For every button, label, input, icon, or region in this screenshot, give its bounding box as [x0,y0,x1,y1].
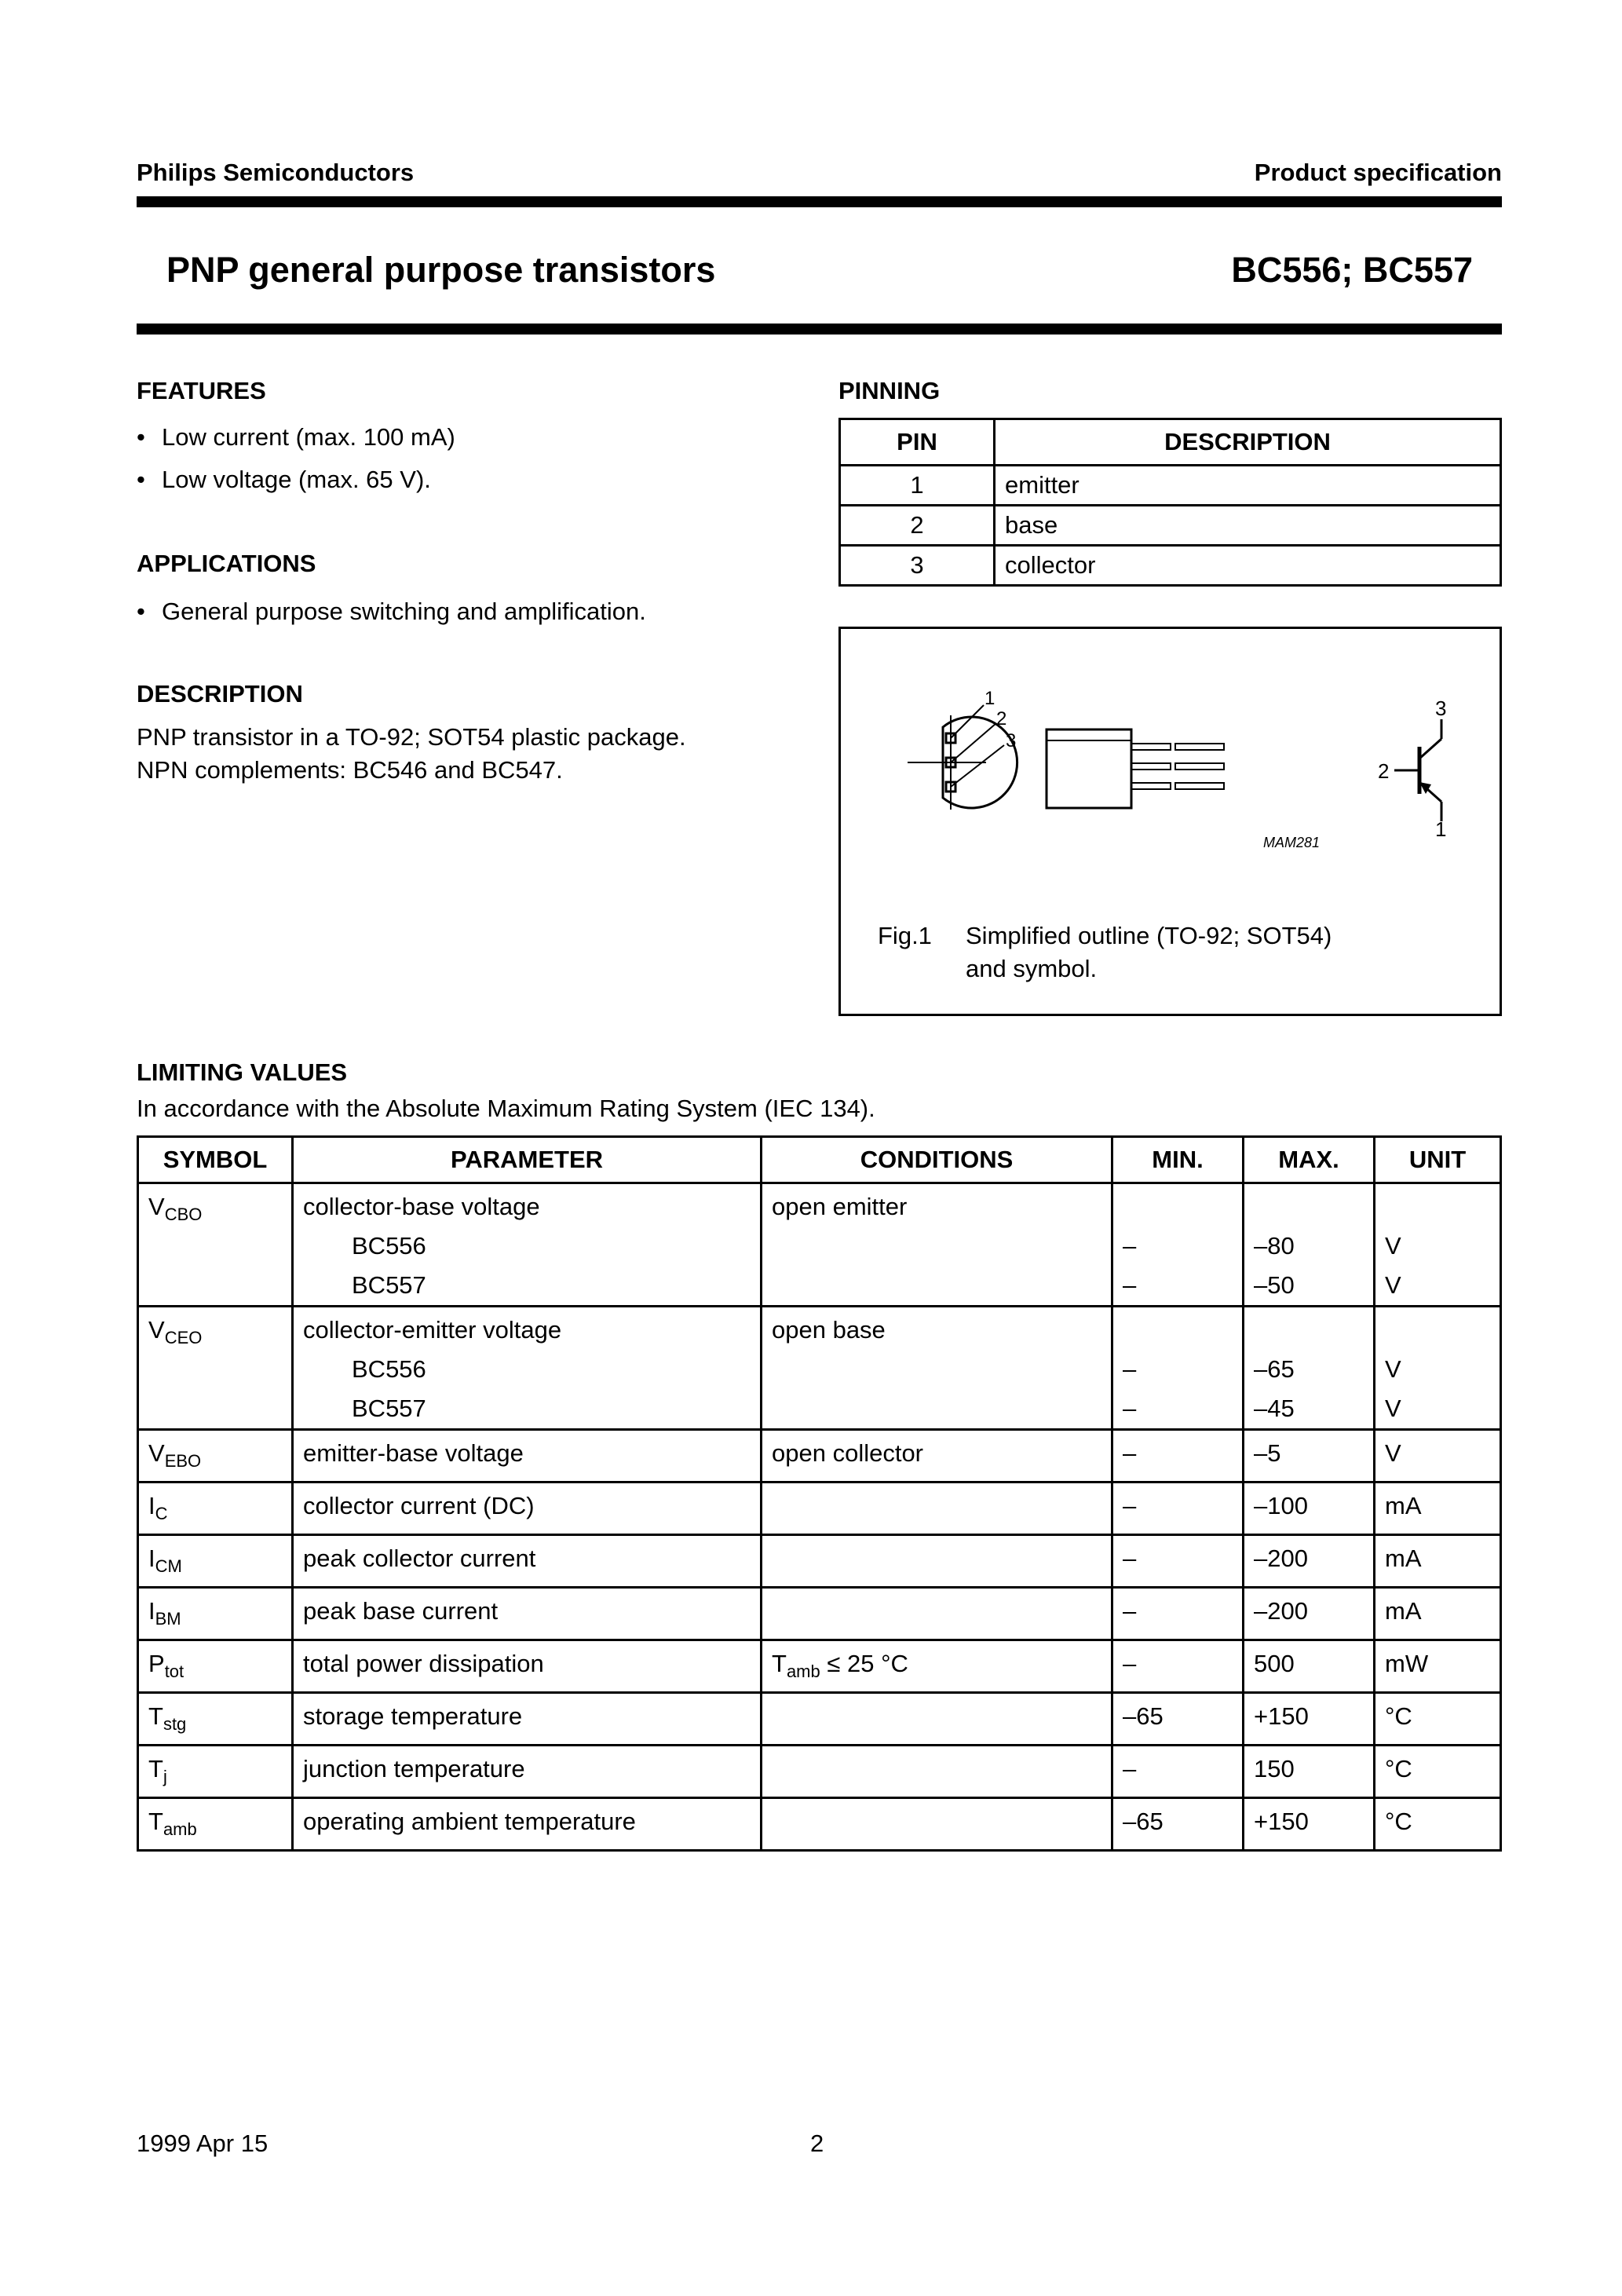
min-cell: – [1112,1483,1244,1535]
application-item: • General purpose switching and amplification. [137,590,765,633]
column-header: PARAMETER [293,1137,762,1183]
symbol-pin-base: 2 [1378,759,1390,783]
outline-pin-label: 2 [996,708,1007,729]
features-heading: FEATURES [137,377,266,404]
pin-number: 3 [840,546,995,586]
table-row [138,1798,1501,1851]
parameter-cell: emitter-base voltage [293,1430,762,1483]
pinning-heading: PINNING [838,377,941,404]
symbol-pin-collector: 3 [1435,696,1447,720]
pin-column-header: PIN [840,419,995,466]
min-cell: – [1112,1640,1244,1693]
conditions-cell [762,1535,1112,1588]
unit-cell: °C [1375,1798,1501,1851]
column-header: SYMBOL [138,1137,293,1183]
pin-number: 2 [840,506,995,546]
parameter-cell: peak collector current [293,1535,762,1588]
parameter-cell: storage temperature [293,1693,762,1746]
unit-cell: V [1375,1430,1501,1483]
conditions-cell [762,1798,1112,1851]
column-header: MAX. [1244,1137,1375,1183]
pin-description: emitter [995,466,1501,506]
features-list [137,416,765,501]
min-cell: – – [1112,1307,1244,1430]
max-cell: –65 –45 [1244,1307,1375,1430]
description-column-header: DESCRIPTION [995,419,1501,466]
min-cell: –65 [1112,1798,1244,1851]
parameter-cell: collector current (DC) [293,1483,762,1535]
conditions-cell: open base [762,1307,1112,1430]
figure-caption [966,919,1332,985]
page-number: 2 [810,2130,824,2157]
table-row [138,1535,1501,1588]
max-cell: 150 [1244,1746,1375,1798]
symbol-cell: $V_{EBO}$ [138,1430,293,1483]
min-cell: – [1112,1588,1244,1640]
table-row [138,1746,1501,1798]
pin-description: collector [995,546,1501,586]
limiting-values-table [137,1135,1502,1852]
caption-line: and symbol. [966,955,1098,982]
title-rule [137,324,1502,335]
parameter-cell: operating ambient temperature [293,1798,762,1851]
symbol-cell: $T_{stg}$ [138,1693,293,1746]
transistor-outline-diagram [841,629,1500,865]
pin-description: base [995,506,1501,546]
unit-cell: °C [1375,1746,1501,1798]
pinning-table [838,418,1502,587]
max-cell: –200 [1244,1535,1375,1588]
symbol-cell: $I_{BM}$ [138,1588,293,1640]
column-header: CONDITIONS [762,1137,1112,1183]
symbol-cell: $I_C$ [138,1483,293,1535]
parameter-cell: junction temperature [293,1746,762,1798]
company-name: Philips Semiconductors [137,159,415,186]
symbol-cell: $P_{tot}$ [138,1640,293,1693]
column-header: UNIT [1375,1137,1501,1183]
applications-list [137,590,765,633]
min-cell: – [1112,1535,1244,1588]
caption-line: Simplified outline (TO-92; SOT54) [966,922,1332,949]
footer-date: 1999 Apr 15 [137,2130,269,2157]
min-cell: –65 [1112,1693,1244,1746]
table-row [840,546,1501,586]
column-header: MIN. [1112,1137,1244,1183]
parameter-cell: peak base current [293,1588,762,1640]
header-rule [137,196,1502,207]
unit-cell: mA [1375,1588,1501,1640]
max-cell: 500 [1244,1640,1375,1693]
unit-cell: mW [1375,1640,1501,1693]
part-numbers: BC556; BC557 [1231,250,1473,290]
max-cell: +150 [1244,1798,1375,1851]
symbol-cell: $T_{amb}$ [138,1798,293,1851]
conditions-cell: open emitter [762,1183,1112,1307]
table-row [138,1693,1501,1746]
conditions-cell [762,1746,1112,1798]
table-row [138,1483,1501,1535]
description-line: NPN complements: BC546 and BC547. [137,756,563,784]
conditions-cell: open collector [762,1430,1112,1483]
conditions-cell [762,1588,1112,1640]
figure-code: MAM281 [1263,835,1321,850]
table-row [138,1588,1501,1640]
symbol-cell: $V_{CEO}$ [138,1307,293,1430]
parameter-cell: collector-base voltage BC556 BC557 [293,1183,762,1307]
limiting-heading: LIMITING VALUES [137,1058,348,1086]
figure-box [838,627,1502,1016]
description-heading: DESCRIPTION [137,680,303,707]
unit-cell: V V [1375,1183,1501,1307]
unit-cell: °C [1375,1693,1501,1746]
unit-cell: V V [1375,1307,1501,1430]
pin-number: 1 [840,466,995,506]
table-row [138,1430,1501,1483]
applications-heading: APPLICATIONS [137,550,316,577]
table-row [840,466,1501,506]
limiting-intro: In accordance with the Absolute Maximum Rating System (IEC 134). [137,1095,875,1122]
feature-item: • Low current (max. 100 mA) [137,416,765,459]
figure-caption-number: Fig.1 [878,922,932,949]
product-title: PNP general purpose transistors [166,250,716,290]
symbol-pin-emitter: 1 [1435,817,1447,841]
symbol-cell: $V_{CBO}$ [138,1183,293,1307]
symbol-cell: $I_{CM}$ [138,1535,293,1588]
feature-item: • Low voltage (max. 65 V). [137,459,765,501]
unit-cell: mA [1375,1483,1501,1535]
description-text [137,721,843,787]
outline-pin-label: 1 [985,688,995,709]
table-row [138,1183,1501,1307]
description-line: PNP transistor in a TO-92; SOT54 plastic package. [137,723,686,751]
symbol-cell: $T_j$ [138,1746,293,1798]
min-cell: – [1112,1746,1244,1798]
max-cell: +150 [1244,1693,1375,1746]
conditions-cell [762,1483,1112,1535]
table-row [840,506,1501,546]
min-cell: – [1112,1430,1244,1483]
conditions-cell [762,1693,1112,1746]
outline-pin-label: 3 [1006,730,1017,751]
parameter-cell: collector-emitter voltage BC556 BC557 [293,1307,762,1430]
table-row [138,1640,1501,1693]
conditions-cell: $T_{amb} \le 25$ °C [762,1640,1112,1693]
max-cell: –80 –50 [1244,1183,1375,1307]
parameter-cell: total power dissipation [293,1640,762,1693]
max-cell: –100 [1244,1483,1375,1535]
min-cell: – – [1112,1183,1244,1307]
max-cell: –5 [1244,1430,1375,1483]
table-row [138,1307,1501,1430]
unit-cell: mA [1375,1535,1501,1588]
max-cell: –200 [1244,1588,1375,1640]
doc-type: Product specification [1254,159,1502,186]
